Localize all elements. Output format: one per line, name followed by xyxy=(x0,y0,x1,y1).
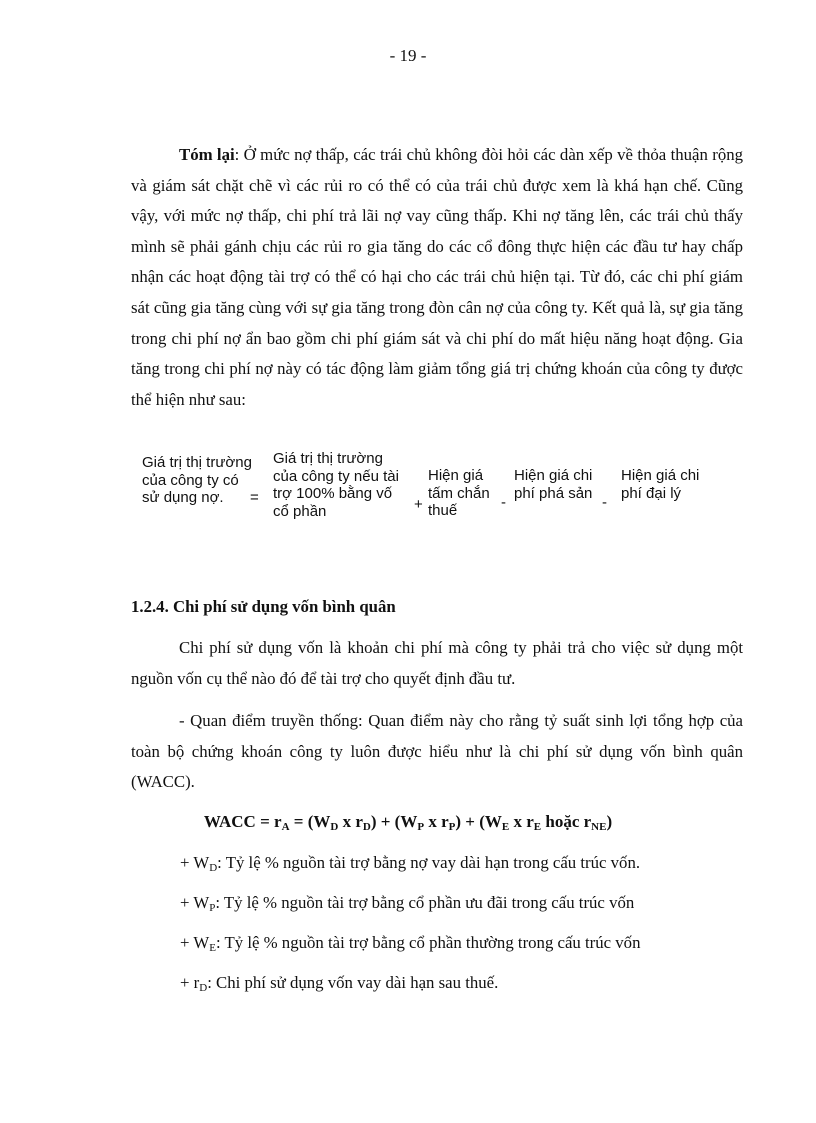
definition-rd: + $r_D$: Chi phí sử dụng vốn vay dài hạn sau thuế. xyxy=(180,973,499,994)
formula-equals: = xyxy=(250,489,259,506)
formula-minus-2: - xyxy=(602,494,607,511)
summary-text: : Ở mức nợ thấp, các trái chủ không đòi hỏi các dàn xếp về thỏa thuận rộng và giám sát chặt chẽ vì các rủi ro có thể có của trái chủ được xem là khá hạn chế. Cũng vậy, với mức nợ thấp, chi phí trả lãi nợ vay cũng thấp. Khi nợ tăng lên, các trái chủ thấy mình sẽ phải gánh chịu các rủi ro gia tăng do các cổ đông thực hiện các đầu tư hay chấp nhận các hoạt động tài trợ có thể có hại cho các trái chủ hiện tại. Từ đó, các chi phí giám sát cũng gia tăng cùng với sự gia tăng trong đòn cân nợ của công ty. Kết quả là, sự gia tăng trong chi phí nợ ẩn bao gồm chi phí giám sát và chi phí do mất hiệu năng hoạt động. Gia tăng trong chi phí nợ này có tác động làm giảm tổng giá trị chứng khoán của công ty được thể hiện như sau: xyxy=(131,145,743,409)
definition-we: + $W_E$: Tỷ lệ % nguồn tài trợ bằng cổ phần thường trong cấu trúc vốn xyxy=(180,933,641,954)
section-paragraph-1: Chi phí sử dụng vốn là khoản chi phí mà công ty phải trả cho việc sử dụng một nguồn vốn cụ thể nào đó để tài trợ cho quyết định đầu tư. xyxy=(131,638,743,688)
section-paragraph-2: - Quan điểm truyền thống: Quan điểm này cho rằng tỷ suất sinh lợi tổng hợp của toàn bộ chứng khoán công ty luôn được hiểu như là chi phí sử dụng vốn bình quân (WACC). xyxy=(131,711,743,792)
formula-agency-cost: Hiện giá chi phí đại lý xyxy=(621,467,700,502)
section-heading: 1.2.4. Chi phí sử dụng vốn bình quân xyxy=(131,597,396,616)
value-formula xyxy=(131,452,743,544)
formula-levered-value: Giá trị thị trường của công ty có sử dụng nợ. xyxy=(142,454,252,506)
definition-wd: + $W_D$: Tỷ lệ % nguồn tài trợ bằng nợ vay dài hạn trong cấu trúc vốn. xyxy=(180,853,641,874)
summary-paragraph xyxy=(131,140,743,415)
definition-wp: + $W_P$: Tỷ lệ % nguồn tài trợ bằng cổ phần ưu đãi trong cấu trúc vốn xyxy=(180,893,635,914)
formula-unlevered-value: Giá trị thị trường của công ty nếu tài trợ 100% bằng vố cổ phần xyxy=(273,450,399,520)
formula-bankruptcy-cost: Hiện giá chi phí phá sản xyxy=(514,467,593,502)
summary-lead: Tóm lại xyxy=(179,145,235,164)
formula-plus: + xyxy=(414,496,423,513)
page-number: - 19 - xyxy=(389,46,427,65)
formula-tax-shield: Hiện giá tấm chắn thuế xyxy=(428,467,490,519)
wacc-formula: WACC = $r_A = (W_D$ x $r_D) + (W_P$ x $r_P) + (W_E$ x $r_E$ hoặc $r_{NE}$) xyxy=(203,812,613,833)
formula-minus-1: - xyxy=(501,494,506,511)
